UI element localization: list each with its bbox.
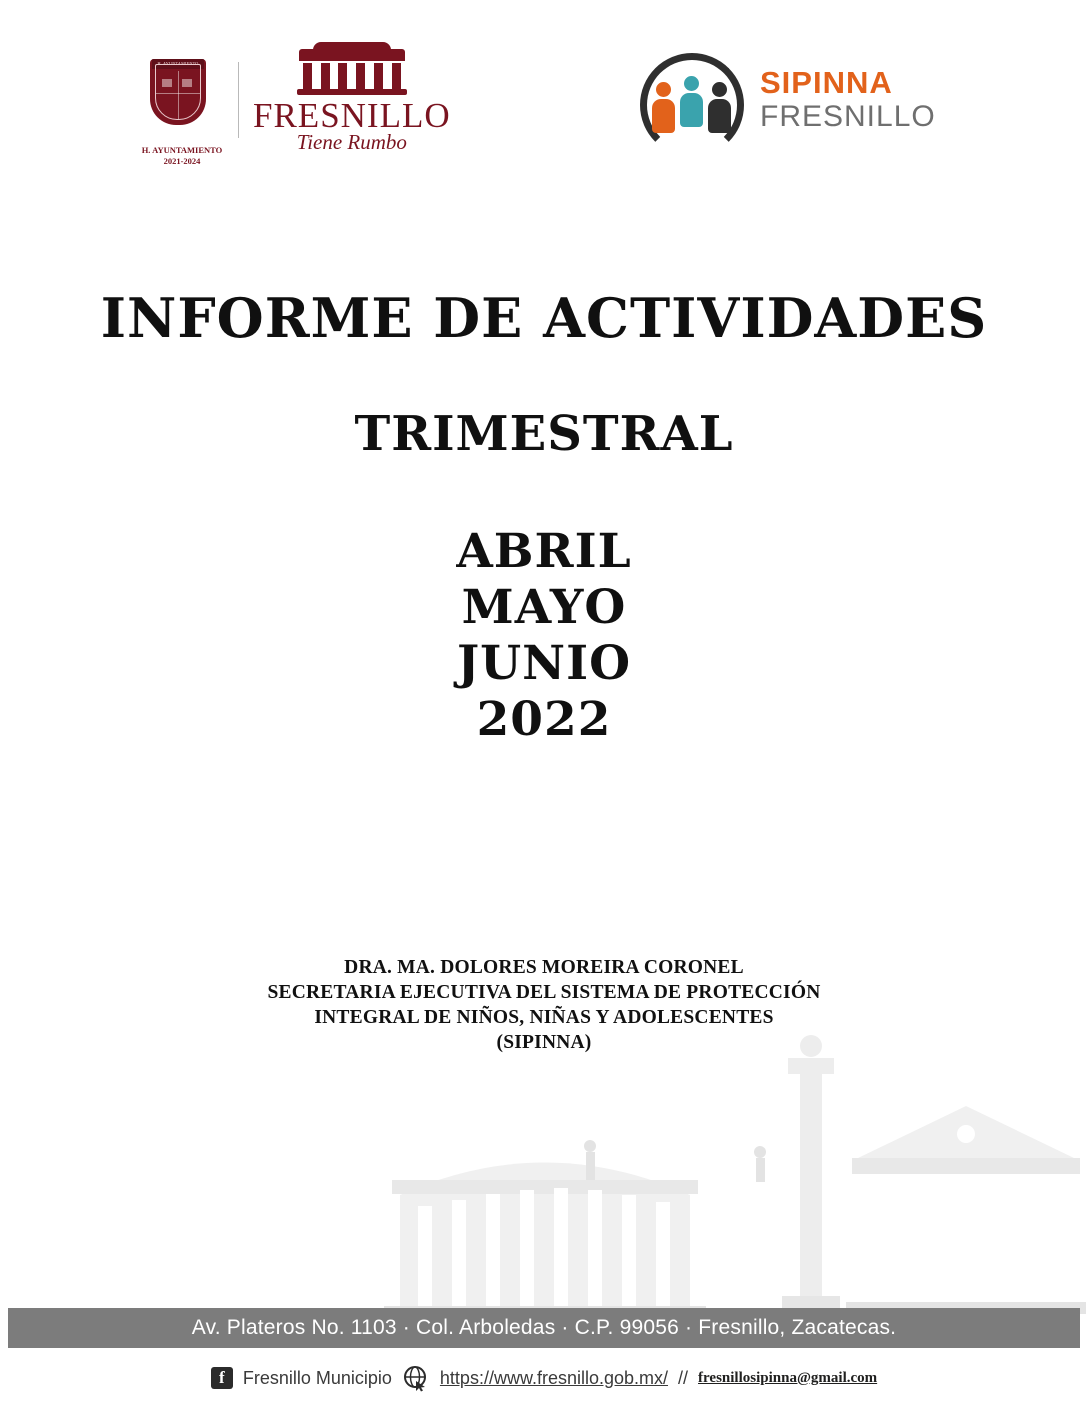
author-org: (SIPINNA) bbox=[496, 1032, 592, 1053]
facebook-icon[interactable]: f bbox=[211, 1367, 233, 1389]
email-link[interactable]: fresnillosipinna@gmail.com bbox=[698, 1369, 878, 1386]
municipio-caption-line1: H. AYUNTAMIENTO bbox=[141, 145, 223, 155]
sipinna-name: SIPINNA bbox=[760, 64, 893, 100]
page-subtitle: TRIMESTRAL bbox=[354, 406, 734, 462]
period-item: 2022 bbox=[476, 692, 612, 747]
building-icon bbox=[291, 47, 413, 97]
author-name: DRA. MA. DOLORES MOREIRA CORONEL bbox=[344, 957, 744, 978]
document-header bbox=[0, 34, 1088, 164]
sipinna-city: FRESNILLO bbox=[760, 99, 936, 133]
period-item: JUNIO bbox=[456, 636, 632, 691]
logo-divider bbox=[238, 62, 239, 138]
website-link[interactable]: https://www.fresnillo.gob.mx/ bbox=[439, 1367, 669, 1388]
title-block bbox=[0, 288, 1088, 748]
fresnillo-title: FRESNILLO bbox=[253, 96, 451, 135]
footer-address: Av. Plateros No. 1103 · Col. Arboledas · C.P. 99056 · Fresnillo, Zacatecas. bbox=[191, 1316, 897, 1339]
coat-of-arms-icon bbox=[141, 59, 223, 166]
author-role-line2: INTEGRAL DE NIÑOS, NIÑAS Y ADOLESCENTES bbox=[314, 1007, 774, 1028]
footer-address-bar bbox=[8, 1308, 1080, 1348]
fresnillo-wordmark bbox=[253, 47, 451, 153]
municipio-logo bbox=[141, 40, 451, 166]
sipinna-figures-icon bbox=[636, 51, 748, 147]
fresnillo-tagline: Tiene Rumbo bbox=[296, 130, 407, 154]
sipinna-logo bbox=[636, 44, 936, 154]
period-item: ABRIL bbox=[456, 524, 632, 579]
author-role-line1: SECRETARIA EJECUTIVA DEL SISTEMA DE PROTECCIÓN bbox=[267, 982, 821, 1003]
globe-icon bbox=[402, 1364, 430, 1392]
footer-separator: // bbox=[678, 1367, 689, 1388]
author-block bbox=[0, 955, 1088, 1055]
watermark-monuments bbox=[0, 1010, 1088, 1330]
facebook-label: Fresnillo Municipio bbox=[242, 1367, 392, 1388]
period-item: MAYO bbox=[461, 580, 627, 635]
footer-links bbox=[0, 1364, 1088, 1392]
shield-banner-text: H. AYUNTAMIENTO bbox=[152, 59, 204, 69]
page-title: INFORME DE ACTIVIDADES bbox=[100, 286, 988, 350]
period-list bbox=[0, 524, 1088, 748]
municipio-caption bbox=[136, 145, 228, 167]
municipio-caption-line2: 2021-2024 bbox=[163, 156, 201, 166]
